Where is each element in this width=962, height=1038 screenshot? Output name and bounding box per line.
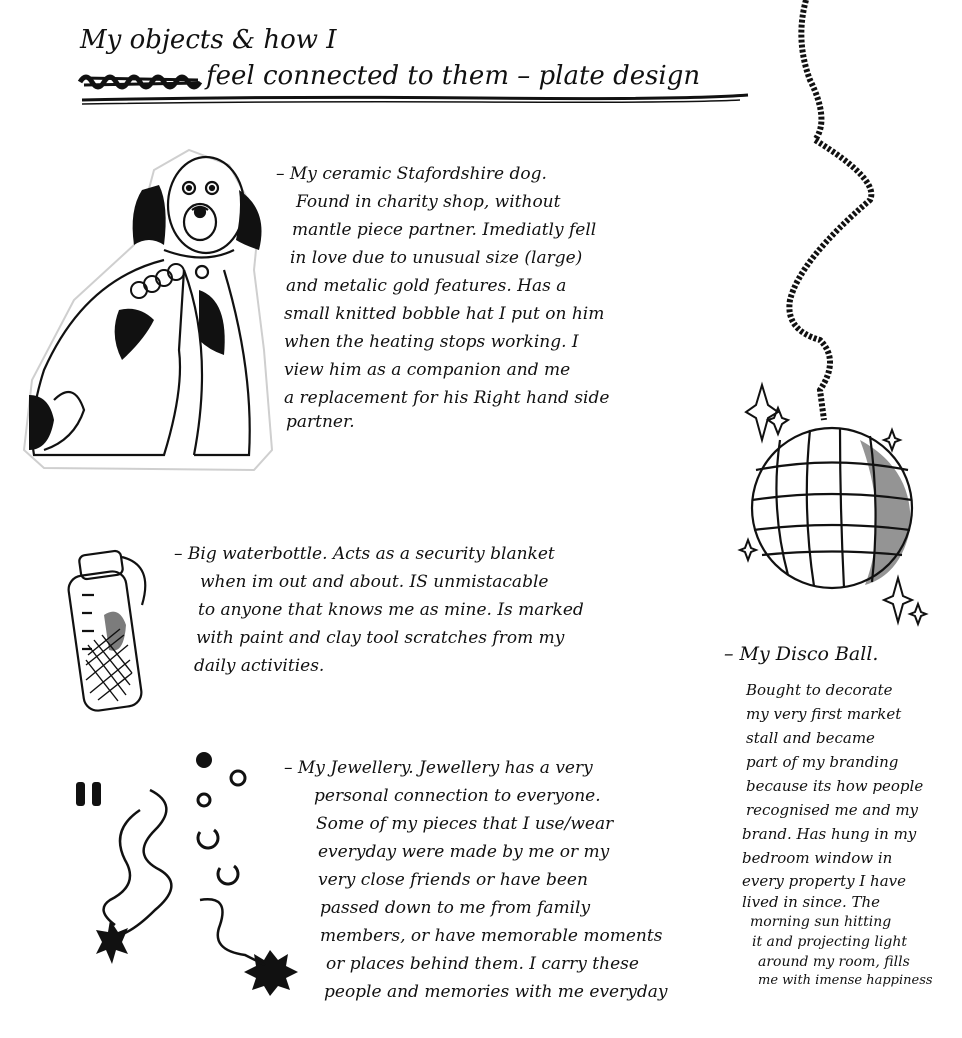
disco-text-line: my very first market: [746, 705, 902, 723]
jewellery-text-line: everyday were made by me or my: [318, 842, 610, 862]
bottle-text-line: when im out and about. IS unmistacable: [200, 572, 549, 592]
jewellery-text-line: or places behind them. I carry these: [326, 954, 639, 974]
bottle-text-line: daily activities.: [194, 656, 325, 676]
jewellery-text-line: Some of my pieces that I use/wear: [316, 814, 614, 834]
disco-text-line: around my room, fills: [758, 954, 910, 970]
dog-text-line: view him as a companion and me: [284, 360, 571, 380]
dog-text-line: – My ceramic Stafordshire dog.: [276, 164, 547, 184]
disco-ball-heading: – My Disco Ball.: [724, 643, 879, 665]
dog-text-line: and metalic gold features. Has a: [286, 276, 567, 296]
disco-text-line: Bought to decorate: [746, 681, 893, 699]
staffordshire-dog-illustration: [14, 150, 274, 475]
dog-text-line: when the heating stops working. I: [284, 332, 579, 352]
scribble-strikethrough: [78, 68, 204, 92]
bottle-text-line: with paint and clay tool scratches from my: [196, 628, 565, 648]
waterbottle-illustration: [64, 545, 164, 715]
jewellery-text-line: members, or have memorable moments: [320, 926, 663, 946]
dog-text-line: mantle piece partner. Imediatly fell: [292, 220, 597, 240]
disco-text-line: recognised me and my: [746, 801, 919, 819]
jewellery-illustration: [70, 750, 310, 1000]
disco-text-line: it and projecting light: [752, 934, 907, 950]
dog-description: [276, 160, 610, 432]
disco-text-line: every property I have: [742, 872, 907, 890]
disco-text-line: me with imense happiness: [758, 973, 933, 988]
dog-text-line: partner.: [286, 412, 355, 432]
waterbottle-description: [174, 540, 584, 680]
title-underline: [80, 92, 750, 106]
jewellery-text-line: – My Jewellery. Jewellery has a very: [284, 758, 593, 778]
jewellery-text-line: very close friends or have been: [318, 870, 588, 890]
disco-ball-description: [742, 678, 933, 990]
disco-text-line: brand. Has hung in my: [742, 825, 917, 843]
disco-text-line: because its how people: [746, 777, 924, 795]
bottle-text-line: to anyone that knows me as mine. Is marked: [198, 600, 584, 620]
dog-text-line: in love due to unusual size (large): [290, 248, 583, 268]
disco-text-line: lived in since. The: [742, 893, 881, 911]
bottle-text-line: – Big waterbottle. Acts as a security blanket: [174, 544, 555, 564]
jewellery-text-line: people and memories with me everyday: [324, 982, 668, 1002]
jewellery-text-line: personal connection to everyone.: [314, 786, 601, 806]
disco-text-line: part of my branding: [746, 753, 899, 771]
page-title-line1: My objects & how I: [80, 25, 337, 55]
jewellery-text-line: passed down to me from family: [320, 898, 591, 918]
dog-text-line: Found in charity shop, without: [296, 192, 561, 212]
dog-text-line: a replacement for his Right hand side: [284, 388, 610, 408]
disco-text-line: bedroom window in: [742, 849, 893, 867]
dog-text-line: small knitted bobble hat I put on him: [284, 304, 605, 324]
disco-text-line: stall and became: [746, 729, 875, 747]
disco-text-line: morning sun hitting: [750, 914, 892, 930]
page-title-line2: feel connected to them – plate design: [206, 61, 701, 91]
jewellery-description: [284, 754, 668, 1006]
disco-ball-illustration: [740, 0, 960, 640]
